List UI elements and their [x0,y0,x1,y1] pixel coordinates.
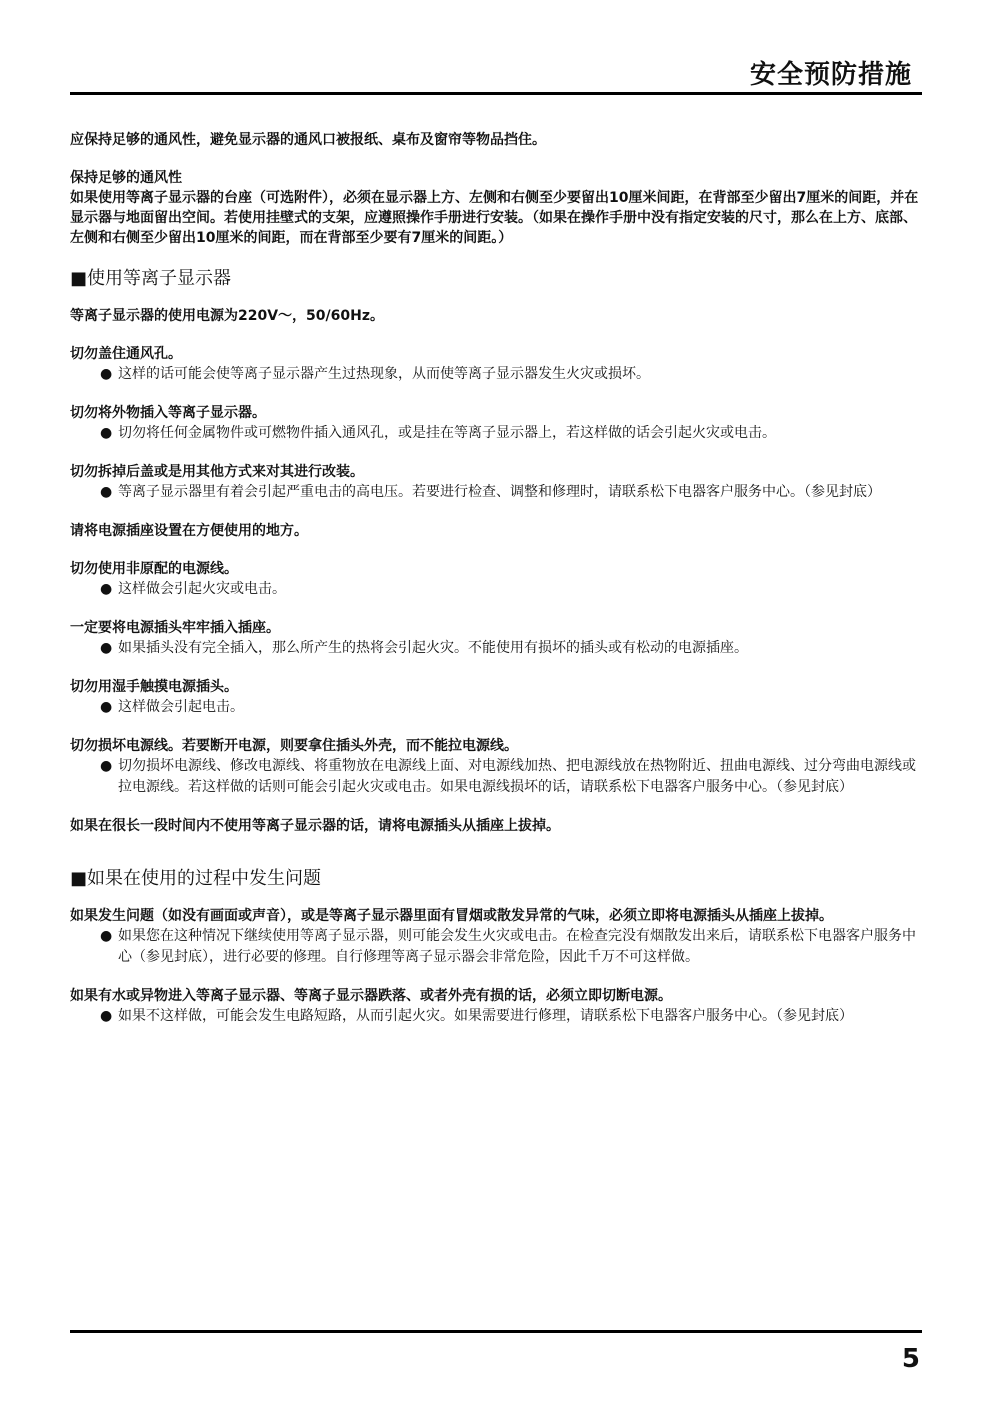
bullet-icon: ● [100,1008,113,1024]
warning-bullet-text: 切勿损坏电源线、修改电源线、将重物放在电源线上面、对电源线加热、把电源线放在热物附近、扭曲电源线、过分弯曲电源线或拉电源线。若这样做的话则可能会引起火灾或电击。如果电源线损坏的话，请联系松下电器客户服务中心。（参见封底） [118,758,916,795]
warning-item [70,677,922,718]
warning-item [70,462,922,503]
section2-items [70,906,922,1027]
warning-item [70,816,922,836]
section1-items [70,344,922,836]
footer-rule [70,1330,922,1333]
warning-bullet [70,579,922,600]
warning-bullet-text: 切勿将任何金属物件或可燃物件插入通风孔，或是挂在等离子显示器上，若这样做的话会引起火灾或电击。 [118,425,776,441]
section-heading-problems: ■如果在使用的过程中发生问题 [70,868,322,889]
power-note: 等离子显示器的使用电源为220V～，50/60Hz。 [70,308,385,324]
page-number: 5 [901,1344,920,1374]
bullet-icon: ● [100,758,113,774]
warning-heading: 切勿拆掉后盖或是用其他方式来对其进行改装。 [70,464,364,480]
warning-heading: 请将电源插座设置在方便使用的地方。 [70,523,308,539]
warning-heading: 切勿损坏电源线。若要断开电源，则要拿住插头外壳，而不能拉电源线。 [70,738,518,754]
warning-item [70,521,922,541]
warning-bullet [70,1006,922,1027]
warning-bullet-text: 这样做会引起电击。 [118,699,244,715]
page-title: 安全预防措施 [749,60,912,90]
warning-bullet [70,697,922,718]
warning-heading: 切勿用湿手触摸电源插头。 [70,679,238,695]
intro-ventilation-block [70,168,922,248]
warning-bullet-text: 这样的话可能会使等离子显示器产生过热现象，从而使等离子显示器发生火灾或损坏。 [118,366,650,382]
ventilation-heading: 保持足够的通风性 [70,170,182,186]
bullet-icon: ● [100,425,113,441]
warning-item [70,986,922,1027]
warning-bullet-text: 如果您在这种情况下继续使用等离子显示器，则可能会发生火灾或电击。在检查完没有烟散发出来后，请联系松下电器客户服务中心（参见封底），进行必要的修理。自行修理等离子显示器会非常危险，因此千万不可这样做。 [118,928,916,965]
warning-heading: 一定要将电源插头牢牢插入插座。 [70,620,280,636]
ventilation-body: 如果使用等离子显示器的台座（可选附件），必须在显示器上方、左侧和右侧至少要留出10厘米间距，在背部至少留出7厘米的间距，并在显示器与地面留出空间。若使用挂壁式的支架，应遵照操作手册进行安装。（如果在操作手册中没有指定安装的尺寸，那么在上方、底部、左侧和右侧至少留出10厘米的间距，而在背部至少要有7厘米的间距。） [70,190,919,246]
warning-heading: 如果有水或异物进入等离子显示器、等离子显示器跌落、或者外壳有损的话，必须立即切断电源。 [70,988,672,1004]
bullet-icon: ● [100,928,113,944]
document-body [70,130,922,1045]
warning-item [70,618,922,659]
section-heading-use: ■使用等离子显示器 [70,268,232,289]
bullet-icon: ● [100,640,113,656]
bullet-icon: ● [100,484,113,500]
warning-bullet-text: 如果插头没有完全插入，那么所产生的热将会引起火灾。不能使用有损坏的插头或有松动的电源插座。 [118,640,748,656]
warning-heading: 切勿将外物插入等离子显示器。 [70,405,266,421]
warning-bullet [70,482,922,503]
warning-bullet [70,926,922,968]
warning-item [70,559,922,600]
warning-heading: 切勿盖住通风孔。 [70,346,182,362]
warning-heading: 如果发生问题（如没有画面或声音），或是等离子显示器里面有冒烟或散发异常的气味，必须立即将电源插头从插座上拔掉。 [70,908,833,924]
warning-item [70,736,922,798]
warning-bullet-text: 这样做会引起火灾或电击。 [118,581,286,597]
bullet-icon: ● [100,366,113,382]
warning-bullet [70,423,922,444]
header-rule [70,92,922,95]
warning-item [70,906,922,968]
bullet-icon: ● [100,581,113,597]
intro-ventilation-note: 应保持足够的通风性，避免显示器的通风口被报纸、桌布及窗帘等物品挡住。 [70,132,546,148]
warning-heading: 切勿使用非原配的电源线。 [70,561,238,577]
warning-bullet [70,756,922,798]
warning-item [70,344,922,385]
warning-item [70,403,922,444]
warning-bullet-text: 如果不这样做，可能会发生电路短路，从而引起火灾。如果需要进行修理，请联系松下电器客户服务中心。（参见封底） [118,1008,853,1024]
warning-bullet [70,638,922,659]
warning-heading: 如果在很长一段时间内不使用等离子显示器的话，请将电源插头从插座上拔掉。 [70,818,560,834]
warning-bullet [70,364,922,385]
bullet-icon: ● [100,699,113,715]
warning-bullet-text: 等离子显示器里有着会引起严重电击的高电压。若要进行检查、调整和修理时，请联系松下电器客户服务中心。（参见封底） [118,484,881,500]
